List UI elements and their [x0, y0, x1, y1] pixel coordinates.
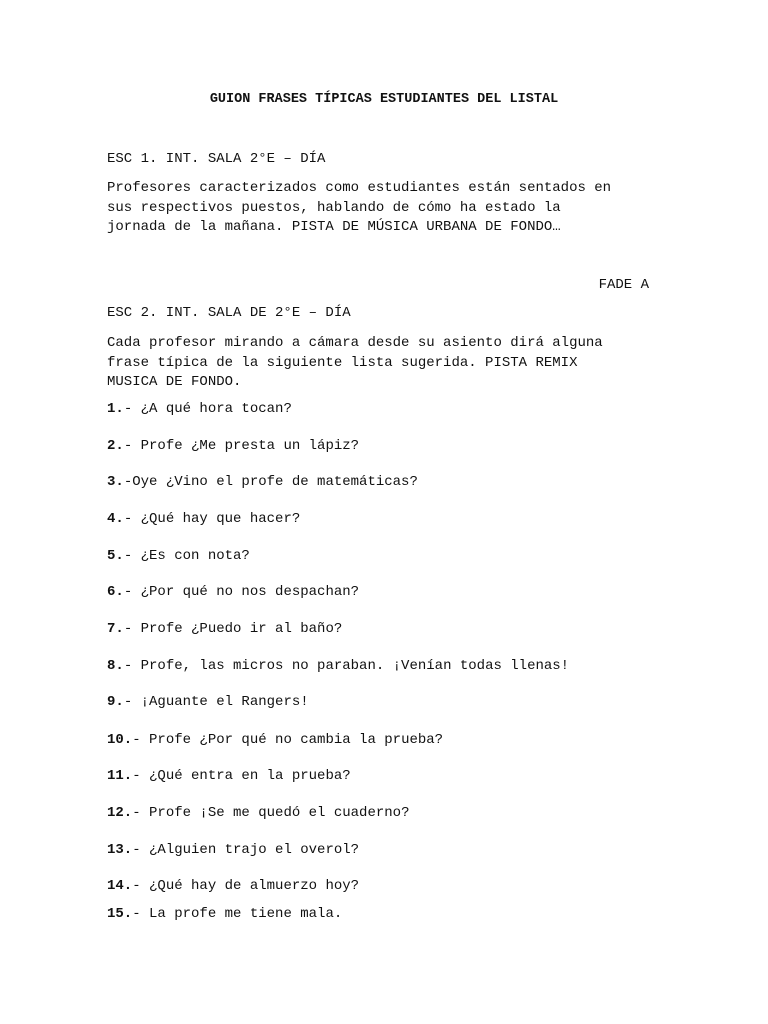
scene-2-description: [107, 334, 667, 393]
item-text: - La profe me tiene mala.: [132, 906, 343, 922]
item-number: 7.: [107, 621, 124, 637]
scene-2-heading: ESC 2. INT. SALA DE 2°E – DÍA: [107, 305, 351, 321]
item-text: - ¿Por qué no nos despachan?: [123, 584, 360, 600]
list-item: [107, 694, 309, 710]
list-item: [107, 658, 569, 674]
list-item: [107, 906, 342, 922]
item-text: - Profe ¿Puedo ir al baño?: [123, 621, 343, 637]
list-item: [107, 474, 418, 490]
item-text: - ¿Qué entra en la prueba?: [132, 768, 351, 784]
item-text: - ¿Qué hay de almuerzo hoy?: [132, 878, 360, 894]
scene-1-heading: ESC 1. INT. SALA 2°E – DÍA: [107, 151, 326, 167]
item-number: 8.: [107, 658, 124, 674]
item-text: - ¿Es con nota?: [123, 548, 250, 564]
item-text: - Profe, las micros no paraban. ¡Venían todas llenas!: [123, 658, 570, 674]
description-line: sus respectivos puestos, hablando de cómo ha estado la: [107, 199, 561, 216]
description-line: frase típica de la siguiente lista sugerida. PISTA REMIX: [107, 354, 578, 371]
list-item: [107, 511, 300, 527]
list-item: [107, 438, 359, 454]
list-item: [107, 805, 409, 821]
list-item: [107, 548, 250, 564]
item-text: - Profe ¿Me presta un lápiz?: [123, 438, 360, 454]
scene-1-description: [107, 179, 667, 238]
item-number: 11.: [107, 768, 133, 784]
item-number: 13.: [107, 842, 133, 858]
item-number: 15.: [107, 906, 133, 922]
item-number: 3.: [107, 474, 124, 490]
list-item: [107, 584, 359, 600]
list-item: [107, 401, 292, 417]
item-number: 6.: [107, 584, 124, 600]
item-number: 12.: [107, 805, 133, 821]
item-number: 5.: [107, 548, 124, 564]
item-text: - ¿Alguien trajo el overol?: [132, 842, 360, 858]
description-line: Cada profesor mirando a cámara desde su asiento dirá alguna: [107, 335, 603, 351]
item-text: - ¿A qué hora tocan?: [123, 401, 292, 417]
list-item: [107, 878, 359, 894]
item-number: 10.: [107, 732, 133, 748]
item-text: - Profe ¡Se me quedó el cuaderno?: [132, 805, 410, 821]
description-line: jornada de la mañana. PISTA DE MÚSICA URBANA DE FONDO…: [107, 219, 561, 235]
item-text: - Profe ¿Por qué no cambia la prueba?: [132, 732, 444, 748]
item-number: 4.: [107, 511, 124, 527]
list-item: [107, 842, 359, 858]
item-number: 14.: [107, 878, 133, 894]
list-item: [107, 621, 342, 637]
item-text: -Oye ¿Vino el profe de matemáticas?: [123, 474, 418, 490]
transition-fade: FADE A: [598, 277, 649, 293]
list-item: [107, 732, 443, 748]
document-title: GUION FRASES TÍPICAS ESTUDIANTES DEL LISTAL: [209, 92, 559, 107]
item-text: - ¿Qué hay que hacer?: [123, 511, 301, 527]
item-number: 9.: [107, 694, 124, 710]
item-text: - ¡Aguante el Rangers!: [123, 694, 309, 710]
description-line: Profesores caracterizados como estudiantes están sentados en: [107, 180, 612, 196]
item-number: 1.: [107, 401, 124, 417]
list-item: [107, 768, 351, 784]
description-line: MUSICA DE FONDO.: [107, 374, 242, 390]
item-number: 2.: [107, 438, 124, 454]
